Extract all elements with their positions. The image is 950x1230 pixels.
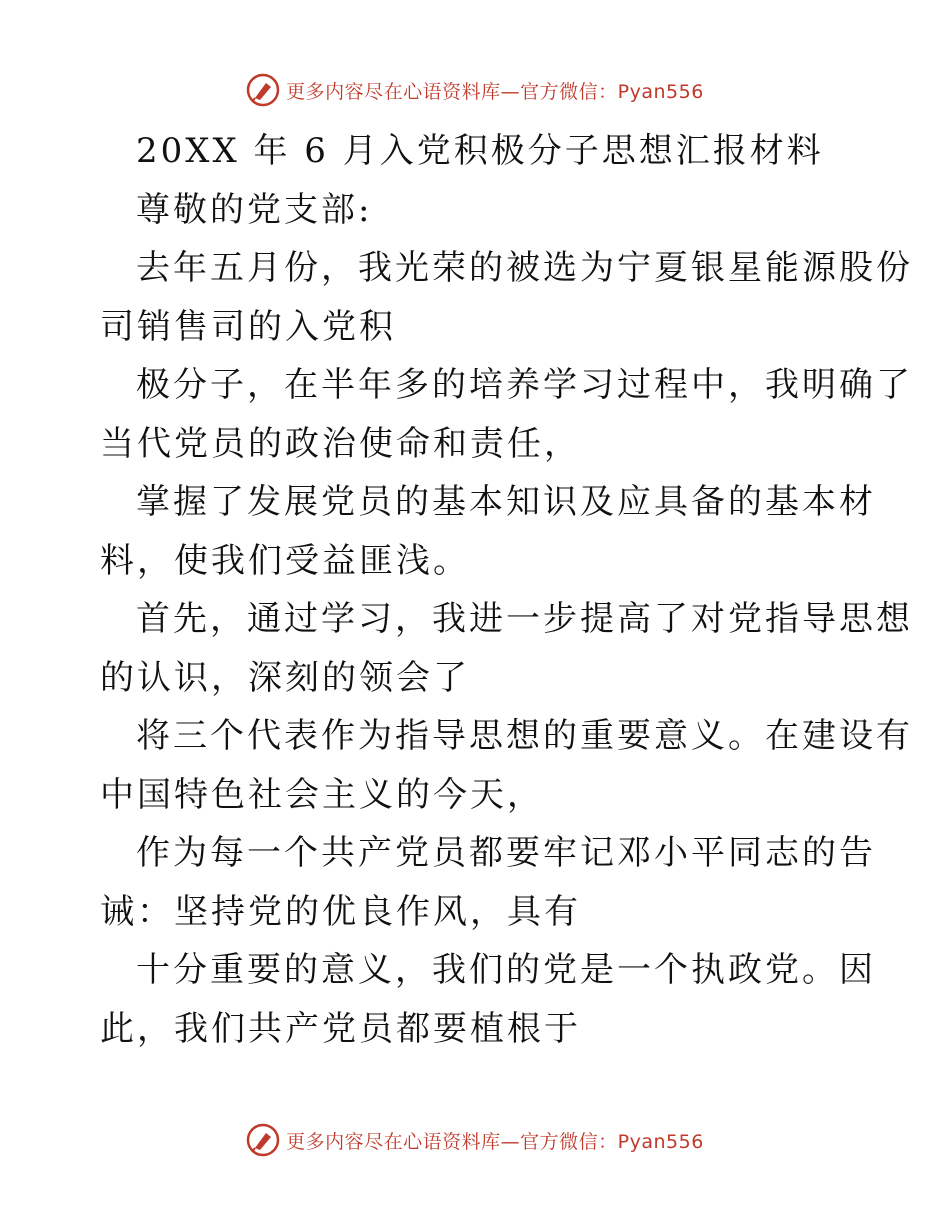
paragraph-line: 将三个代表作为指导思想的重要意义。在建设有 — [136, 716, 913, 756]
paragraph-line: 此，我们共产党员都要植根于 — [100, 1008, 581, 1049]
pen-nib-logo-icon — [246, 1123, 280, 1157]
paragraph-line: 诫：坚持党的优良作风，具有 — [100, 891, 581, 932]
pen-nib-logo-icon — [246, 73, 280, 107]
footer-watermark-banner — [0, 1120, 950, 1160]
watermark-text: 更多内容尽在心语资料库—官方微信：Pyan556 — [286, 80, 704, 103]
header-watermark-banner — [0, 70, 950, 110]
paragraph-line: 掌握了发展党员的基本知识及应具备的基本材 — [136, 482, 876, 522]
document-body — [100, 122, 913, 1058]
paragraph-line: 十分重要的意义，我们的党是一个执政党。因 — [136, 950, 876, 990]
paragraph-line: 料，使我们受益匪浅。 — [100, 540, 470, 581]
paragraph-line: 去年五月份，我光荣的被选为宁夏银星能源股份 — [136, 248, 913, 288]
paragraph-line: 当代党员的政治使命和责任， — [100, 423, 581, 464]
salutation: 尊敬的党支部: — [136, 189, 373, 230]
paragraph-line: 作为每一个共产党员都要牢记邓小平同志的告 — [136, 833, 876, 873]
paragraph-line: 司销售司的入党积 — [100, 306, 396, 347]
paragraph-line: 中国特色社会主义的今天， — [100, 774, 544, 815]
paragraph-line: 极分子，在半年多的培养学习过程中，我明确了 — [136, 365, 913, 405]
paragraph-line: 首先，通过学习，我进一步提高了对党指导思想 — [136, 599, 913, 639]
watermark-text: 更多内容尽在心语资料库—官方微信：Pyan556 — [286, 1130, 704, 1153]
document-title: 20XX 年 6 月入党积极分子思想汇报材料 — [136, 131, 824, 171]
paragraph-line: 的认识，深刻的领会了 — [100, 657, 470, 698]
